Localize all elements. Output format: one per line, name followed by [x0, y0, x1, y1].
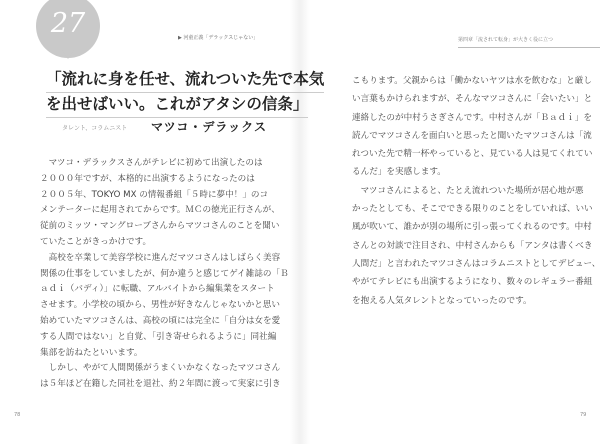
body-line: 高校を卒業して美容学校に進んだマツコさんはしばらく美容 — [40, 252, 281, 263]
body-line: は５年ほど在籍した同社を退社、約２年間に渡って実家に引き — [40, 379, 281, 390]
body-line: やがてテレビにも出演するようになり、数々のレギュラー番組 — [352, 277, 593, 288]
author-role: タレント、コラムニスト — [62, 125, 128, 132]
running-header-right: 第四章「流されて転身」が大きく役に立つ — [458, 36, 600, 48]
body-line: ２０００年ですが、本格的に出演するようになったのは — [40, 173, 255, 184]
chapter-number: 27 — [50, 8, 86, 39]
right-page-body — [352, 72, 600, 310]
body-line: さんとの対談で注目され、中村さんからも「アンタは書くべき — [352, 240, 593, 251]
quote-title-line: 「流れに身を任せ、流れついた先で本気 — [46, 68, 324, 93]
body-line: れついた先で精一杯やっていると、見ている人は見てくれてい — [352, 149, 593, 160]
body-line: 始めていたマツコさんは、高校の頃には完全に「自分は女を愛 — [40, 315, 281, 326]
chapter-number-badge — [36, 0, 100, 58]
body-line: させます。小学校の頃から、男性が好きなんじゃないかと思い — [40, 300, 280, 311]
body-line: い言葉もかけられますが、そんなマツコさんに「会いたい」と — [352, 94, 593, 105]
body-line: かったとしても、そこでできる限りのことをしていれば、いい — [352, 204, 593, 215]
body-line: こもります。父親からは「働かないヤツは水を飲むな」と厳し — [352, 76, 592, 86]
body-line: ていたことがきっかけです。 — [40, 236, 152, 247]
page-number-left: 78 — [14, 412, 21, 418]
body-line: 人間だ」と言われたマツコさんはコラムニストとしてデビュー、 — [352, 258, 600, 269]
body-line: 従前のミッツ・マングローブさんからマツコさんのことを聞い — [40, 221, 280, 232]
body-line: ２００５年、TOKYO MX の情報番組「５時に夢中！」のコ — [40, 189, 269, 200]
body-line: メンテーターに起用されてからです。ＭＣの徳光正行さんが、 — [40, 205, 280, 216]
body-line: ａｄｉ（バディ）」に転職、アルバイトから編集業をスタート — [40, 284, 275, 295]
author-name: マツコ・デラックス — [151, 120, 268, 134]
body-line: 関係の仕事をしていましたが、何か違うと感じてゲイ雑誌の「Ｂ — [40, 268, 289, 279]
body-line: を抱える人気タレントとなっていったのです。 — [352, 295, 532, 306]
body-line: する人間ではない」と自覚、「引き寄せられるように」同社編 — [40, 331, 277, 342]
book-gutter — [290, 0, 310, 444]
body-line: 連絡したのが中村うさぎさんです。中村さんが「Ｂａｄｉ」を — [352, 112, 592, 123]
body-line: しかし、やがて人間関係がうまくいかなくなったマツコさん — [40, 363, 281, 374]
body-line: 読んでマツコさんを面白いと思ったと聞いたマツコさんは「流 — [352, 130, 592, 141]
quote-title — [46, 68, 325, 118]
body-line: 風が吹いて、誰かが別の場所に引っ張ってくれるのです。中村 — [352, 222, 592, 233]
left-page-body — [40, 156, 289, 393]
body-line: マツコ・デラックスさんがテレビに初めて出演したのは — [40, 158, 263, 168]
body-line: るんだ」を実感します。 — [352, 167, 446, 178]
body-line: 集部を訪ねたといいます。 — [40, 347, 143, 358]
quote-title-line: を出せばいい。これがアタシの信条」 — [46, 93, 308, 118]
body-line: マツコさんによると、たとえ流れついた場所が居心地が悪 — [352, 185, 584, 196]
page-number-right: 79 — [580, 412, 587, 418]
running-header-left: ▶ 河童正義「デラックスじゃない」 — [178, 35, 259, 41]
